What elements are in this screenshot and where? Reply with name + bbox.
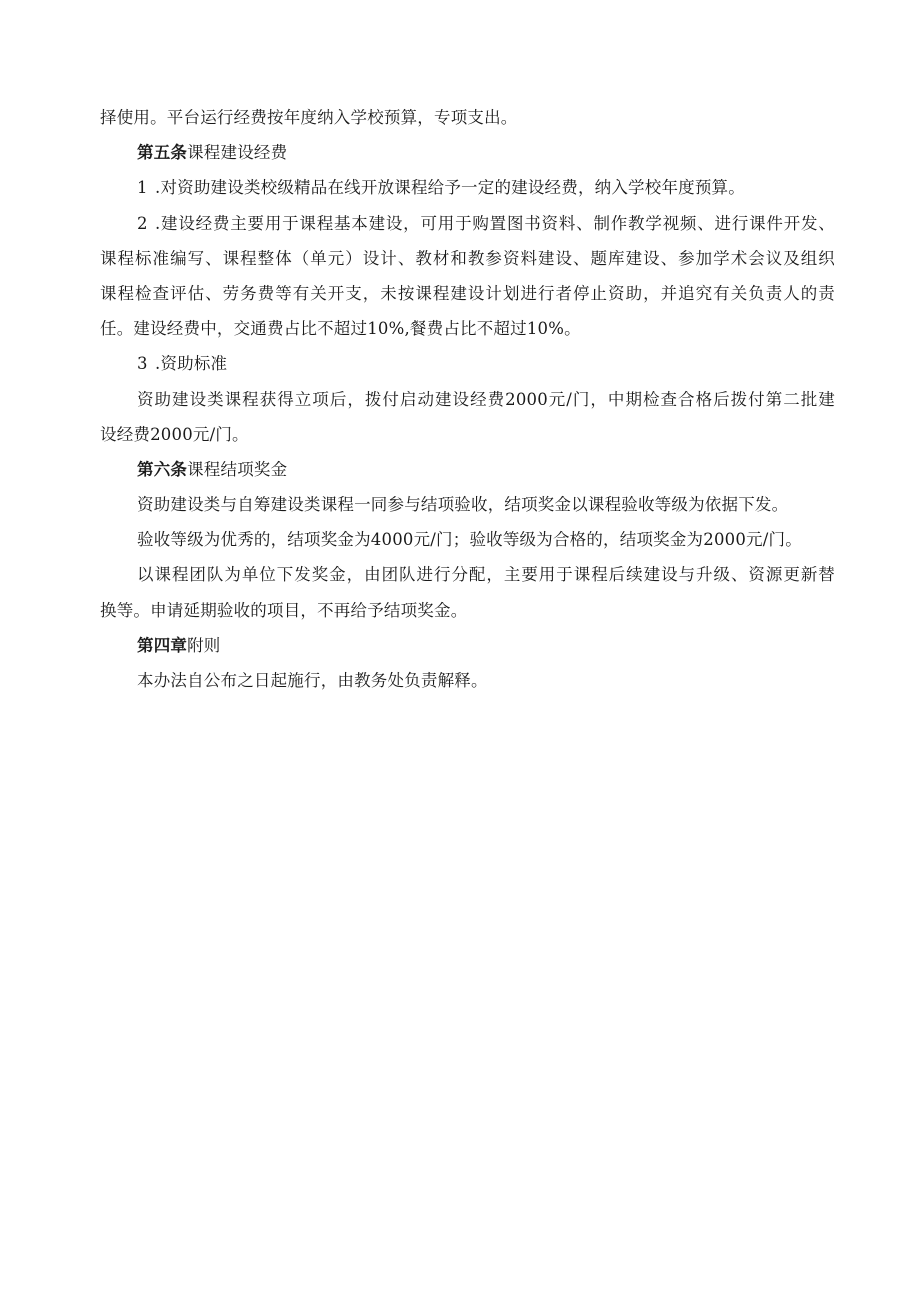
funding-standard-line-1: 资助建设类课程获得立项后，拨付启动建设经费2000元/门，中期检查合格后拨付第二批建 [137, 389, 835, 409]
item-1-number: 1 [137, 178, 148, 198]
item-1 [100, 170, 835, 205]
funding-standard-line-2: 设经费2000元/门。 [100, 424, 249, 444]
item-3 [100, 346, 835, 381]
chapter-4-title: 附则 [187, 635, 221, 655]
article-5-title: 课程建设经费 [187, 143, 288, 163]
paragraph-line: 换等。申请延期验收的项目，不再给予结项奖金。 [100, 600, 468, 620]
item-2-line-4: 任。建设经费中，交通费占比不超过10%,餐费占比不超过10%。 [100, 319, 581, 339]
item-2-line-1 [100, 206, 835, 241]
article-6-heading [100, 452, 835, 487]
article-6-label: 第六条 [137, 459, 188, 479]
item-2-line-2: 课程标准编写、课程整体（单元）设计、教材和教参资料建设、题库建设、参加学术会议及组织 [100, 248, 835, 268]
item-3-number: 3 [137, 354, 148, 374]
article-5-heading [100, 135, 835, 170]
chapter-4-heading [100, 628, 835, 663]
paragraph-line: 择使用。平台运行经费按年度纳入学校预算，专项支出。 [100, 108, 518, 127]
paragraph-line: 资助建设类与自筹建设类课程一同参与结项验收，结项奖金以课程验收等级为依据下发。 [137, 495, 789, 515]
item-2-text: .建设经费主要用于课程基本建设，可用于购置图书资料、制作教学视频、进行课件开发、 [155, 213, 835, 233]
chapter-4-label: 第四章 [137, 635, 188, 655]
item-2-number: 2 [137, 213, 148, 233]
item-2-line-3: 课程检查评估、劳务费等有关开支，未按课程建设计划进行者停止资助，并追究有关负责人的责 [100, 283, 835, 303]
paragraph-line: 本办法自公布之日起施行，由教务处负责解释。 [137, 671, 488, 690]
item-3-text: .资助标准 [155, 354, 228, 374]
document-page [100, 100, 835, 698]
article-6-title: 课程结项奖金 [187, 459, 288, 479]
item-1-text: .对资助建设类校级精品在线开放课程给予一定的建设经费，纳入学校年度预算。 [155, 178, 745, 198]
article-5-label: 第五条 [137, 143, 188, 163]
paragraph-line: 以课程团队为单位下发奖金，由团队进行分配，主要用于课程后续建设与升级、资源更新替 [137, 565, 835, 585]
paragraph-line: 验收等级为优秀的，结项奖金为4000元/门；验收等级为合格的，结项奖金为2000元/门。 [137, 530, 802, 550]
